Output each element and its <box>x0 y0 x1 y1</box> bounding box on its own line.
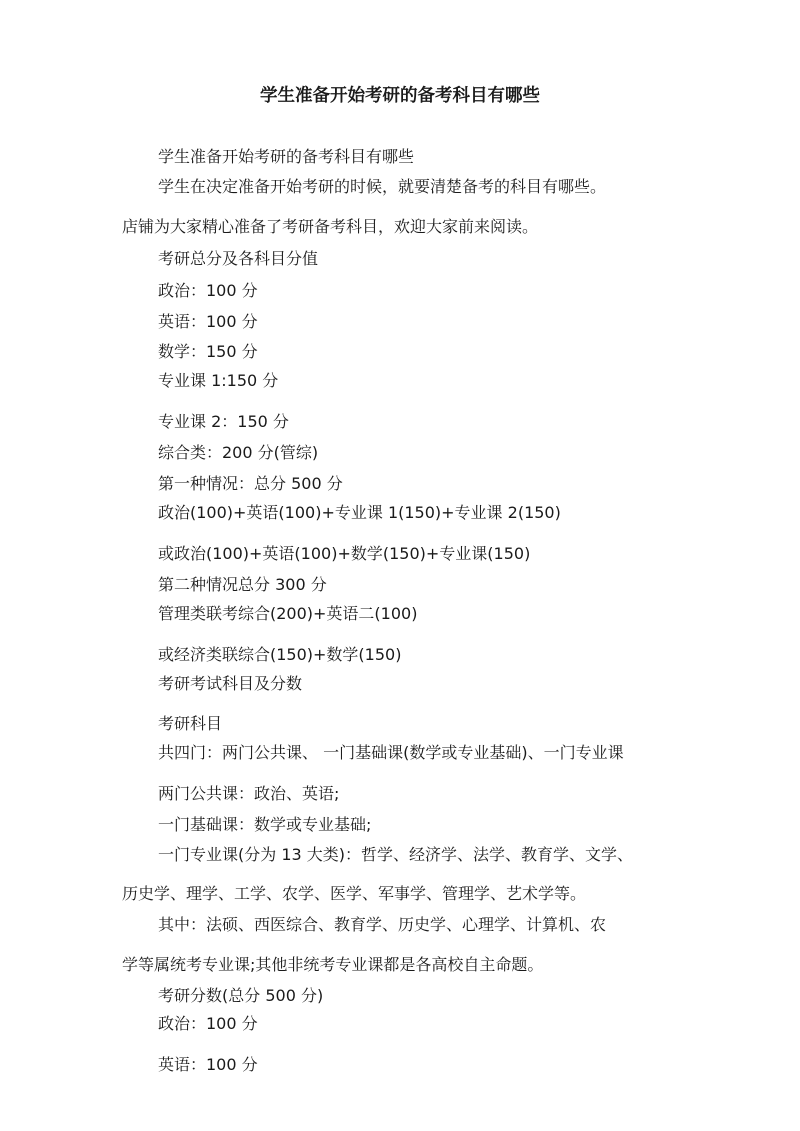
paragraph-line: 学生在决定准备开始考研的时候，就要清楚备考的科目有哪些。 <box>158 177 607 196</box>
paragraph-line: 共四门：两门公共课、 一门基础课(数学或专业基础)、一门专业课 <box>158 743 624 762</box>
paragraph-line: 学生准备开始考研的备考科目有哪些 <box>158 147 415 166</box>
paragraph-line: 政治：100 分 <box>158 1014 258 1033</box>
paragraph-line: 历史学、理学、工学、农学、医学、军事学、管理学、艺术学等。 <box>122 884 587 903</box>
paragraph-line: 政治：100 分 <box>158 281 258 300</box>
section-heading: 考研科目 <box>158 714 223 733</box>
section-heading: 考研考试科目及分数 <box>158 674 303 693</box>
paragraph-line: 学等属统考专业课;其他非统考专业课都是各高校自主命题。 <box>122 955 544 974</box>
paragraph-line: 其中：法硕、西医综合、教育学、历史学、心理学、计算机、农 <box>158 915 607 934</box>
paragraph-line: 英语：100 分 <box>158 312 258 331</box>
paragraph-line: 第二种情况总分 300 分 <box>158 575 327 594</box>
paragraph-line: 政治(100)+英语(100)+专业课 1(150)+专业课 2(150) <box>158 503 561 522</box>
paragraph-line: 数学：150 分 <box>158 342 258 361</box>
paragraph-line: 专业课 1:150 分 <box>158 371 279 390</box>
paragraph-line: 或经济类联综合(150)+数学(150) <box>158 645 402 664</box>
paragraph-line: 管理类联考综合(200)+英语二(100) <box>158 604 418 623</box>
paragraph-line: 一门专业课(分为 13 大类)：哲学、经济学、法学、教育学、文学、 <box>158 845 634 864</box>
paragraph-line: 一门基础课：数学或专业基础; <box>158 815 372 834</box>
paragraph-line: 或政治(100)+英语(100)+数学(150)+专业课(150) <box>158 544 531 563</box>
paragraph-line: 英语：100 分 <box>158 1055 258 1074</box>
section-heading: 考研分数(总分 500 分) <box>158 986 324 1005</box>
section-heading: 考研总分及各科目分值 <box>158 249 319 268</box>
paragraph-line: 第一种情况：总分 500 分 <box>158 474 343 493</box>
paragraph-line: 店铺为大家精心准备了考研备考科目，欢迎大家前来阅读。 <box>122 217 539 236</box>
paragraph-line: 两门公共课：政治、英语; <box>158 784 340 803</box>
paragraph-line: 综合类：200 分(管综) <box>158 443 319 462</box>
document-title: 学生准备开始考研的备考科目有哪些 <box>260 86 540 106</box>
paragraph-line: 专业课 2：150 分 <box>158 412 289 431</box>
